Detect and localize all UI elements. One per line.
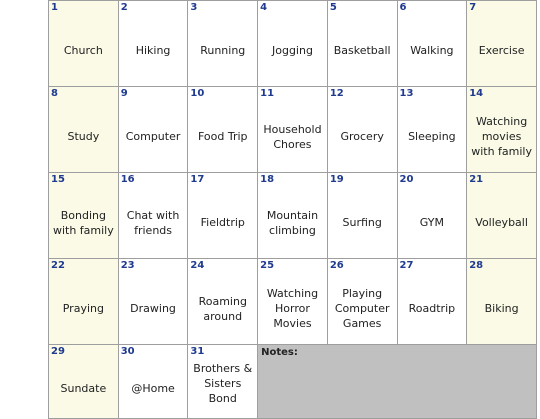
day-cell[interactable]: [49, 259, 119, 345]
day-number: 8: [51, 88, 58, 99]
day-cell[interactable]: [397, 173, 467, 259]
day-cell[interactable]: [467, 173, 537, 259]
day-number: 30: [120, 346, 135, 357]
day-activity: Church: [63, 44, 103, 57]
day-cell[interactable]: [49, 173, 119, 259]
day-cell[interactable]: [397, 259, 467, 345]
day-number: 12: [329, 88, 344, 99]
day-number: 29: [51, 346, 65, 357]
day-cell[interactable]: [49, 87, 119, 173]
day-activity: Fieldtrip: [200, 216, 245, 229]
day-activity: @Home: [131, 382, 175, 395]
day-activity: Volleyball: [475, 216, 528, 229]
day-activity: Playing Computer Games: [334, 287, 390, 330]
day-cell[interactable]: [258, 1, 328, 87]
week-row-4: [49, 259, 537, 345]
day-cell[interactable]: [327, 173, 397, 259]
day-number: 24: [190, 260, 205, 271]
day-activity: Jogging: [271, 44, 313, 57]
day-activity: Basketball: [333, 44, 391, 57]
day-cell[interactable]: [258, 259, 328, 345]
day-activity: Computer: [125, 130, 181, 143]
day-cell[interactable]: [467, 87, 537, 173]
day-cell[interactable]: [49, 1, 119, 87]
day-number: 19: [329, 174, 344, 185]
week-row-3: [49, 173, 537, 259]
day-activity: Chat with friends: [126, 208, 180, 237]
day-cell[interactable]: [118, 173, 188, 259]
day-number: 11: [260, 88, 275, 99]
day-activity: Hiking: [135, 44, 171, 57]
day-cell[interactable]: [188, 1, 258, 87]
day-activity: Drawing: [130, 302, 176, 315]
day-cell[interactable]: [118, 1, 188, 87]
day-activity: Roaming around: [198, 294, 247, 323]
day-cell[interactable]: [258, 87, 328, 173]
week-row-2: [49, 87, 537, 173]
day-number: 22: [51, 260, 65, 271]
day-activity: GYM: [419, 216, 444, 229]
day-number: 5: [329, 2, 337, 13]
day-cell[interactable]: [258, 173, 328, 259]
day-activity: Watching movies with family: [471, 115, 532, 158]
week-row-1: [49, 1, 537, 87]
day-cell[interactable]: [188, 87, 258, 173]
day-number: 7: [469, 2, 477, 13]
day-number: 26: [329, 260, 344, 271]
day-number: 9: [120, 88, 128, 99]
day-cell[interactable]: [188, 345, 258, 419]
day-activity: Study: [67, 130, 100, 143]
day-activity: Bonding with family: [52, 208, 114, 237]
day-cell[interactable]: [467, 259, 537, 345]
day-activity: Sleeping: [408, 130, 456, 143]
day-cell[interactable]: [467, 1, 537, 87]
day-number: 15: [51, 174, 65, 185]
day-activity: Biking: [484, 302, 519, 315]
day-activity: Food Trip: [197, 130, 248, 143]
day-cell[interactable]: [188, 173, 258, 259]
day-number: 21: [469, 174, 484, 185]
day-activity: Mountain climbing: [266, 208, 319, 237]
notes-area[interactable]: [258, 345, 537, 419]
day-cell[interactable]: [397, 1, 467, 87]
day-number: 25: [260, 260, 275, 271]
day-number: 27: [399, 260, 414, 271]
day-activity: Household Chores: [263, 122, 322, 151]
day-activity: Walking: [410, 44, 454, 57]
day-number: 31: [190, 346, 205, 357]
day-number: 18: [260, 174, 275, 185]
day-cell[interactable]: [327, 259, 397, 345]
day-activity: Surfing: [342, 216, 382, 229]
day-number: 6: [399, 2, 407, 13]
day-cell[interactable]: [118, 345, 188, 419]
day-activity: Brothers & Sisters Bond: [193, 362, 253, 405]
day-activity: Praying: [62, 302, 104, 315]
day-number: 16: [120, 174, 135, 185]
day-number: 17: [190, 174, 205, 185]
day-number: 10: [190, 88, 205, 99]
calendar-grid: [48, 0, 537, 419]
day-activity: Running: [200, 44, 246, 57]
day-activity: Sundate: [60, 382, 107, 395]
day-activity: Grocery: [340, 130, 384, 143]
day-cell[interactable]: [397, 87, 467, 173]
notes-label: Notes:: [261, 347, 298, 358]
day-number: 14: [469, 88, 484, 99]
day-number: 13: [399, 88, 414, 99]
day-activity: Watching Horror Movies: [266, 287, 319, 330]
day-cell[interactable]: [188, 259, 258, 345]
day-cell[interactable]: [118, 87, 188, 173]
day-cell[interactable]: [327, 87, 397, 173]
day-number: 20: [399, 174, 414, 185]
day-number: 4: [260, 2, 268, 13]
week-row-5: [49, 345, 537, 419]
day-cell[interactable]: [49, 345, 119, 419]
day-number: 3: [190, 2, 198, 13]
day-number: 1: [51, 2, 58, 13]
day-cell[interactable]: [327, 1, 397, 87]
day-cell[interactable]: [118, 259, 188, 345]
day-activity: Exercise: [478, 44, 525, 57]
day-number: 28: [469, 260, 484, 271]
day-activity: Roadtrip: [408, 302, 456, 315]
day-number: 23: [120, 260, 135, 271]
day-number: 2: [120, 2, 128, 13]
